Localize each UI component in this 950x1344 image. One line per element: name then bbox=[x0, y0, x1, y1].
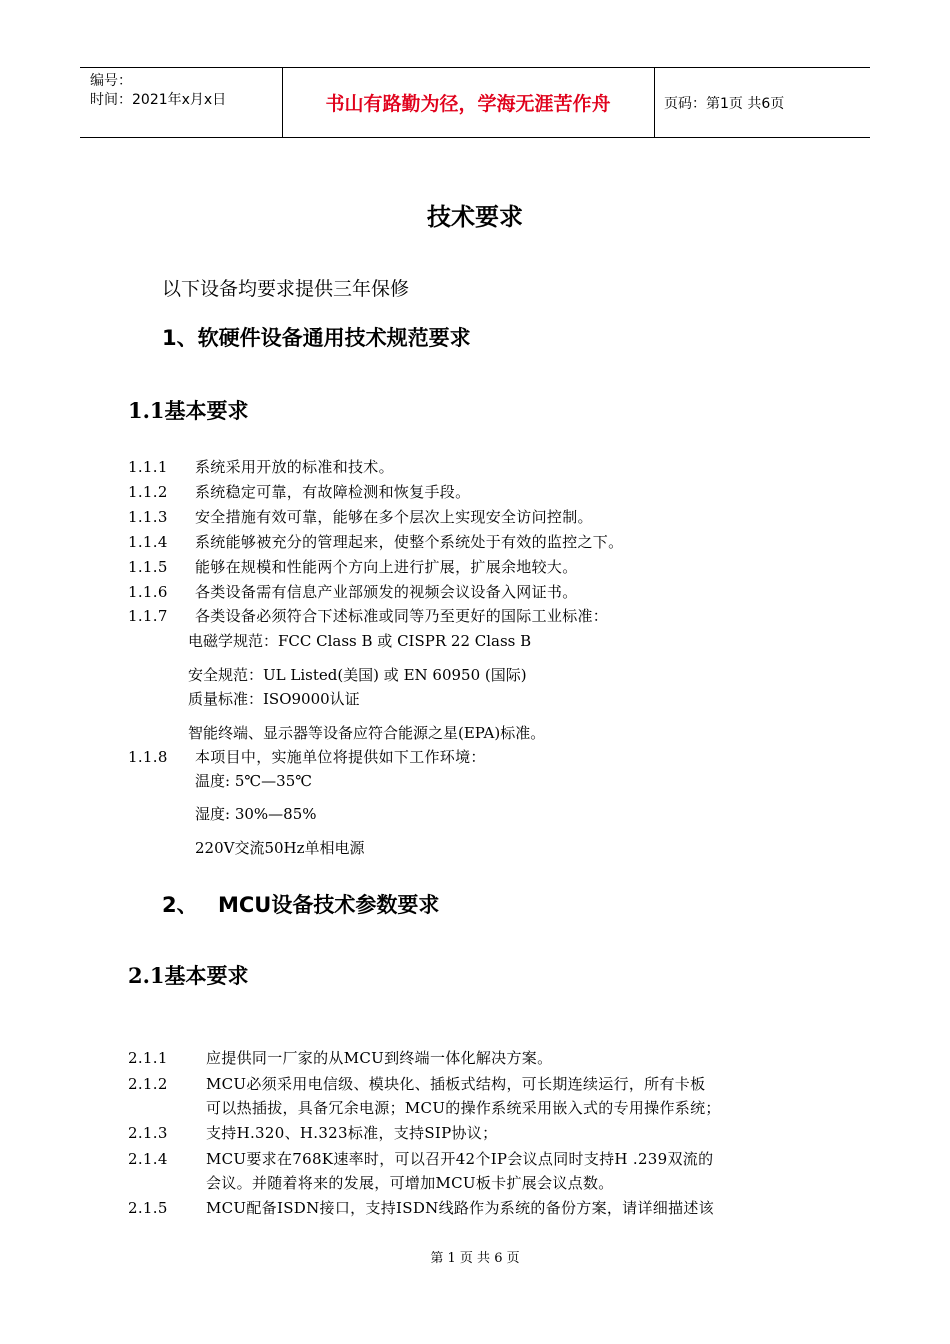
list-item bbox=[128, 456, 394, 477]
header-motto: 书山有路勤为径，学海无涯苦作舟 bbox=[325, 93, 611, 115]
standard-line: 电磁学规范：FCC Class B 或 CISPR 22 Class B bbox=[188, 632, 532, 650]
page-footer: 第 1 页 共 6 页 bbox=[430, 1251, 520, 1266]
item-number: 1.1.3 bbox=[128, 508, 168, 526]
item-number: 2.1.3 bbox=[128, 1124, 168, 1142]
item-number: 2.1.2 bbox=[128, 1075, 168, 1093]
header-page-info: 页码：第1页 共6页 bbox=[664, 96, 785, 112]
document-title: 技术要求 bbox=[427, 203, 523, 231]
item-number: 1.1.5 bbox=[128, 558, 168, 576]
item-number: 1.1.4 bbox=[128, 533, 168, 551]
item-text: MCU配备ISDN接口，支持ISDN线路作为系统的备份方案，请详细描述该 bbox=[206, 1199, 714, 1217]
environment-line: 湿度: 30%—85% bbox=[195, 805, 317, 823]
page-header bbox=[80, 67, 870, 138]
list-item bbox=[128, 556, 578, 577]
list-item bbox=[128, 506, 593, 527]
item-text: MCU必须采用电信级、模块化、插板式结构，可长期连续运行，所有卡板 bbox=[206, 1075, 706, 1093]
item-text: 各类设备需有信息产业部颁发的视频会议设备入网证书。 bbox=[195, 583, 578, 601]
section-2-heading bbox=[162, 889, 439, 919]
section-2-number: 2、 bbox=[162, 893, 198, 917]
intro-paragraph: 以下设备均要求提供三年保修 bbox=[162, 278, 410, 300]
list-item bbox=[128, 1148, 713, 1169]
header-divider bbox=[654, 68, 655, 137]
item-text: 能够在规模和性能两个方向上进行扩展，扩展余地较大。 bbox=[195, 558, 578, 576]
item-text: 应提供同一厂家的从MCU到终端一体化解决方案。 bbox=[206, 1049, 553, 1067]
list-item bbox=[128, 481, 470, 502]
environment-line: 温度: 5℃—35℃ bbox=[195, 772, 313, 790]
item-number: 1.1.2 bbox=[128, 483, 168, 501]
item-text: 系统稳定可靠，有故障检测和恢复手段。 bbox=[195, 483, 471, 501]
item-number: 1.1.1 bbox=[128, 458, 168, 476]
header-left-cell bbox=[90, 72, 226, 110]
list-item bbox=[128, 1073, 705, 1094]
list-item bbox=[128, 581, 578, 602]
list-item bbox=[128, 1197, 714, 1218]
item-text: 本项目中，实施单位将提供如下工作环境： bbox=[195, 748, 486, 766]
item-number: 2.1.1 bbox=[128, 1049, 168, 1067]
item-number: 1.1.7 bbox=[128, 607, 168, 625]
standard-line: 质量标准：ISO9000认证 bbox=[188, 690, 360, 708]
section-1-1-heading: 1.1基本要求 bbox=[128, 398, 249, 423]
item-text: 系统能够被充分的管理起来，使整个系统处于有效的监控之下。 bbox=[195, 533, 624, 551]
item-number: 1.1.6 bbox=[128, 583, 168, 601]
standard-line: 智能终端、显示器等设备应符合能源之星(EPA)标准。 bbox=[188, 724, 546, 742]
item-text: 支持H.320、H.323标准，支持SIP协议； bbox=[206, 1124, 498, 1142]
standard-line: 安全规范：UL Listed(美国) 或 EN 60950 (国际) bbox=[188, 666, 527, 684]
item-text: 各类设备必须符合下述标准或同等乃至更好的国际工业标准： bbox=[195, 607, 609, 625]
item-text: MCU要求在768K速率时，可以召开42个IP会议点同时支持H .239双流的 bbox=[206, 1150, 714, 1168]
item-number: 2.1.4 bbox=[128, 1150, 168, 1168]
list-item bbox=[128, 746, 486, 767]
section-1-heading: 1、软硬件设备通用技术规范要求 bbox=[162, 326, 471, 350]
item-continuation: 会议。并随着将来的发展，可增加MCU板卡扩展会议点数。 bbox=[206, 1174, 614, 1192]
list-item bbox=[128, 1047, 552, 1068]
section-2-title: MCU设备技术参数要求 bbox=[218, 893, 440, 917]
item-text: 系统采用开放的标准和技术。 bbox=[195, 458, 394, 476]
list-item bbox=[128, 1122, 497, 1143]
time-label: 时间：2021年x月x日 bbox=[90, 92, 227, 108]
item-number: 1.1.8 bbox=[128, 748, 168, 766]
item-continuation: 可以热插拔，具备冗余电源；MCU的操作系统采用嵌入式的专用操作系统； bbox=[206, 1099, 721, 1117]
list-item bbox=[128, 605, 608, 626]
environment-line: 220V交流50Hz单相电源 bbox=[195, 839, 365, 857]
number-label: 编号： bbox=[90, 73, 132, 89]
list-item bbox=[128, 531, 623, 552]
section-2-1-heading: 2.1基本要求 bbox=[128, 963, 249, 988]
item-text: 安全措施有效可靠，能够在多个层次上实现安全访问控制。 bbox=[195, 508, 593, 526]
item-number: 2.1.5 bbox=[128, 1199, 168, 1217]
